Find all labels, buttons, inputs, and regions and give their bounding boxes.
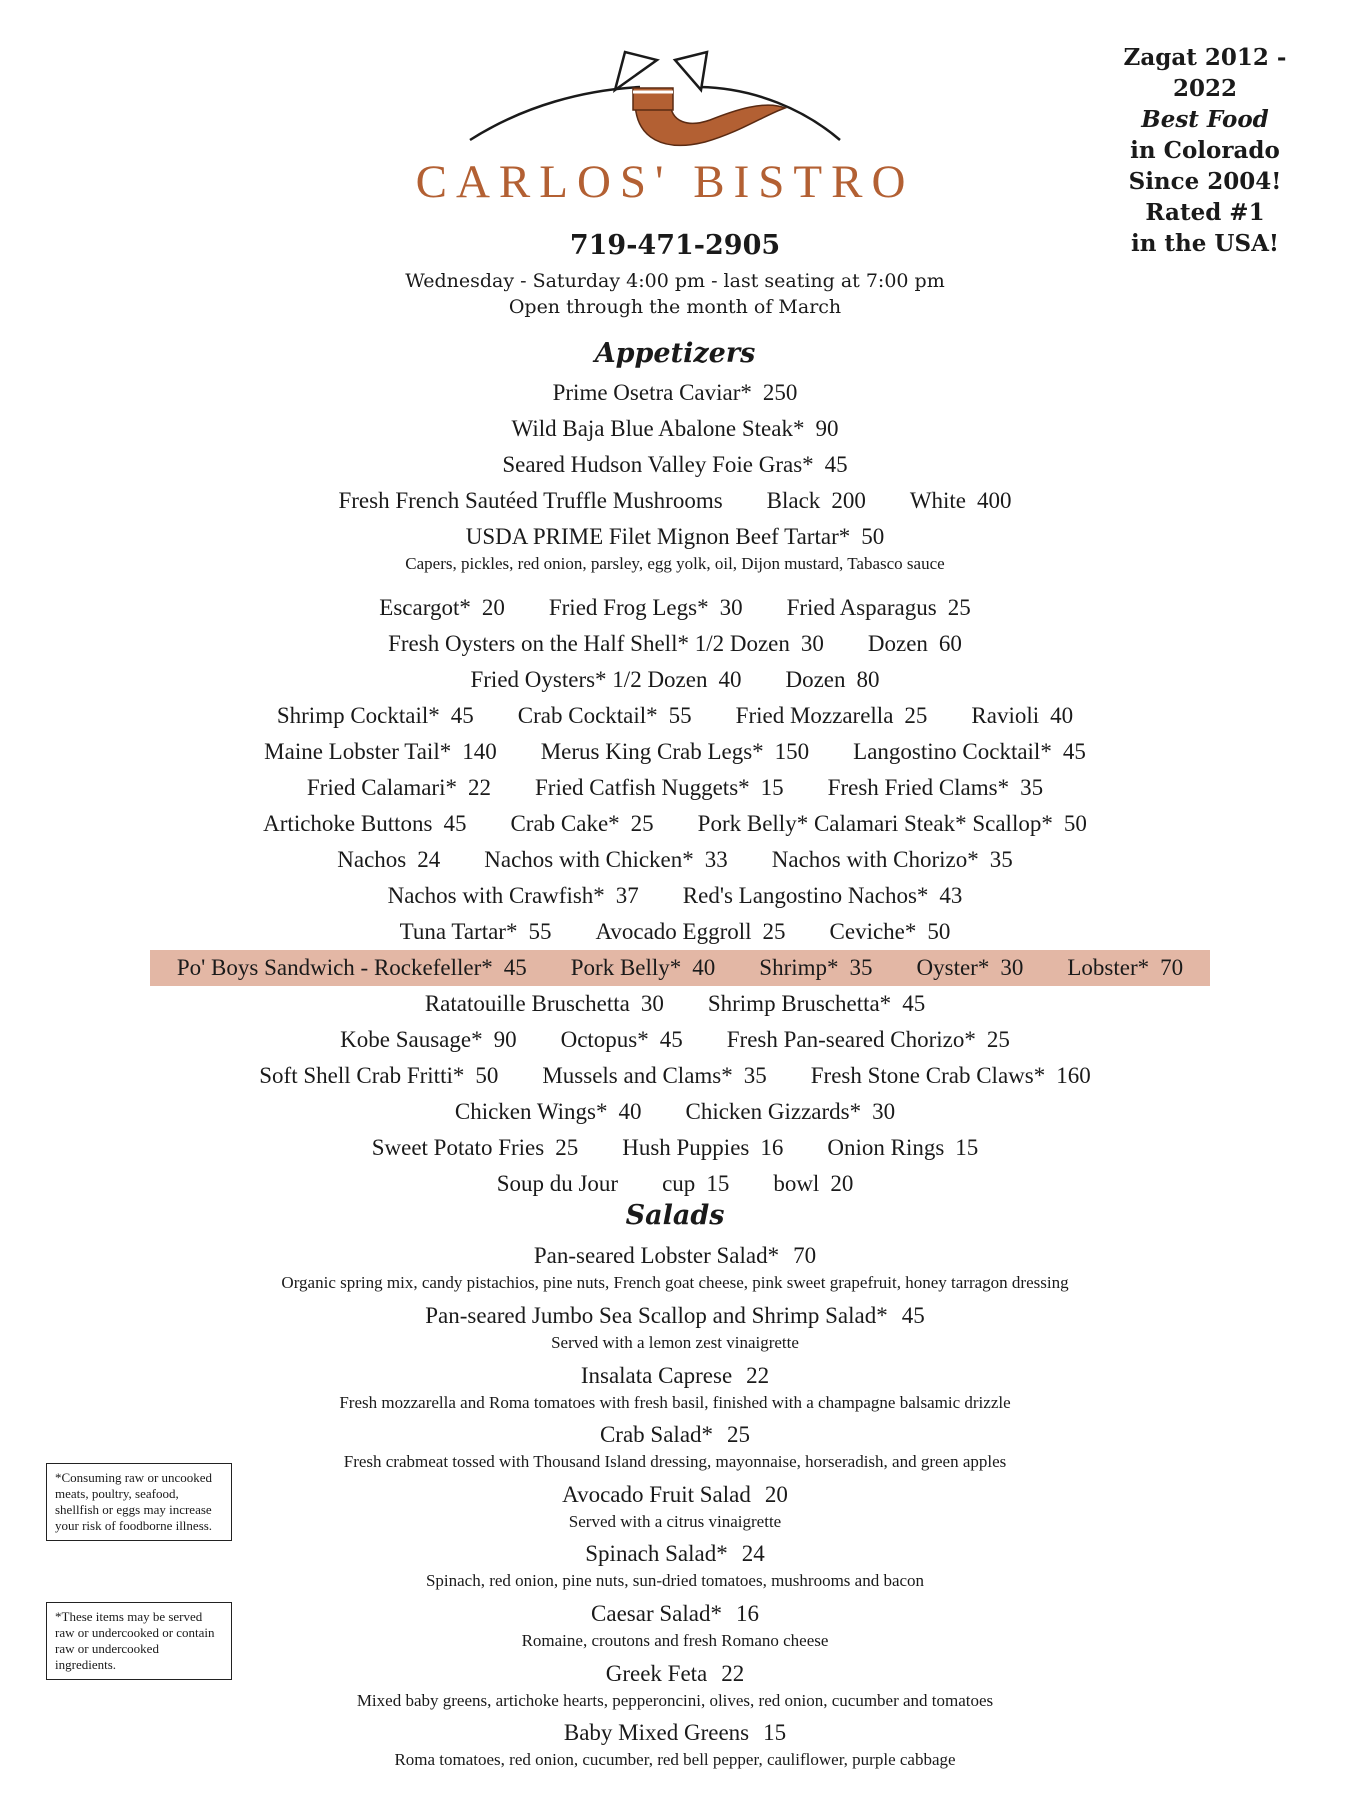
item-name: Nachos with Chorizo* bbox=[771, 847, 979, 872]
item-price: 60 bbox=[938, 631, 962, 656]
menu-item bbox=[917, 955, 1024, 981]
menu-item bbox=[277, 703, 474, 729]
menu-item bbox=[767, 488, 866, 514]
item-name: Pork Belly* Calamari Steak* Scallop* bbox=[697, 811, 1053, 836]
item-price: 55 bbox=[528, 919, 552, 944]
item-name: White bbox=[909, 488, 967, 513]
menu-item bbox=[425, 991, 664, 1017]
appetizer-row bbox=[140, 626, 1210, 662]
item-price: 45 bbox=[902, 991, 926, 1016]
item-price: 40 bbox=[618, 1099, 642, 1124]
item-price: 250 bbox=[762, 380, 798, 405]
item-name: Kobe Sausage* bbox=[340, 1027, 483, 1052]
salad-price: 16 bbox=[735, 1601, 759, 1626]
hours-info bbox=[150, 268, 1200, 320]
appetizer-row bbox=[140, 734, 1210, 770]
item-name: Oyster* bbox=[916, 955, 990, 980]
item-name: Onion Rings bbox=[827, 1135, 945, 1160]
menu-item bbox=[510, 811, 653, 837]
item-name: Prime Osetra Caviar* bbox=[552, 380, 752, 405]
item-price: 35 bbox=[849, 955, 873, 980]
menu-item bbox=[811, 1063, 1091, 1089]
menu-item bbox=[388, 631, 824, 657]
item-price: 50 bbox=[475, 1063, 499, 1088]
item-name: Fresh Oysters on the Half Shell* 1/2 Dozen bbox=[388, 631, 790, 656]
zagat-best-food: Best Food bbox=[1141, 106, 1269, 133]
item-name: Nachos with Crawfish* bbox=[387, 883, 605, 908]
item-price: 37 bbox=[615, 883, 639, 908]
item-price: 30 bbox=[800, 631, 824, 656]
tartar-description: Capers, pickles, red onion, parsley, egg yolk, oil, Dijon mustard, Tabasco sauce bbox=[405, 554, 945, 573]
menu-item bbox=[553, 380, 798, 406]
item-price: 15 bbox=[706, 1171, 730, 1196]
item-price: 20 bbox=[830, 1171, 854, 1196]
appetizer-row bbox=[140, 1130, 1210, 1166]
item-price: 90 bbox=[815, 416, 839, 441]
salad-item bbox=[140, 1601, 1210, 1627]
item-price: 35 bbox=[743, 1063, 767, 1088]
item-price: 55 bbox=[668, 703, 692, 728]
menu-item bbox=[340, 1027, 516, 1053]
menu-item bbox=[868, 631, 962, 657]
menu-item bbox=[773, 1171, 853, 1197]
salad-item bbox=[140, 1720, 1210, 1746]
appetizer-row bbox=[140, 483, 1210, 519]
menu-item bbox=[772, 847, 1013, 873]
salad-name: Insalata Caprese bbox=[580, 1363, 733, 1388]
menu-item bbox=[685, 1099, 895, 1125]
item-name: Seared Hudson Valley Foie Gras* bbox=[502, 452, 814, 477]
salad-item bbox=[140, 1541, 1210, 1567]
item-name: Crab Cake* bbox=[510, 811, 620, 836]
menu-item bbox=[698, 811, 1087, 837]
menu-item bbox=[853, 739, 1086, 765]
item-name: Pork Belly* bbox=[570, 955, 682, 980]
appetizer-row bbox=[140, 411, 1210, 447]
salad-description: Organic spring mix, candy pistachios, pine nuts, French goat cheese, pink sweet grapefruit, honey tarragon dressing bbox=[281, 1273, 1069, 1292]
item-name: Dozen bbox=[785, 667, 846, 692]
item-name: Crab Cocktail* bbox=[517, 703, 658, 728]
item-name: Po' Boys Sandwich - Rockefeller* bbox=[176, 955, 493, 980]
menu-item bbox=[400, 919, 552, 945]
item-name: Chicken Wings* bbox=[454, 1099, 608, 1124]
season-line: Open through the month of March bbox=[508, 296, 842, 318]
item-name: USDA PRIME Filet Mignon Beef Tartar* bbox=[465, 524, 851, 549]
salad-name: Pan-seared Lobster Salad* bbox=[533, 1243, 780, 1268]
item-price: 35 bbox=[1020, 775, 1044, 800]
item-name: Fried Calamari* bbox=[306, 775, 457, 800]
salad-description: Served with a citrus vinaigrette bbox=[568, 1512, 782, 1531]
salad-description: Romaine, croutons and fresh Romano cheese bbox=[521, 1631, 829, 1650]
menu-item bbox=[259, 1063, 498, 1089]
item-name: Tuna Tartar* bbox=[399, 919, 518, 944]
salad-name: Avocado Fruit Salad bbox=[562, 1482, 751, 1507]
item-name: Sweet Potato Fries bbox=[371, 1135, 545, 1160]
item-price: 45 bbox=[450, 703, 474, 728]
salad-name: Baby Mixed Greens bbox=[563, 1720, 750, 1745]
menu-item bbox=[787, 595, 971, 621]
item-name: Fried Oysters* 1/2 Dozen bbox=[470, 667, 708, 692]
item-price: 50 bbox=[861, 524, 885, 549]
menu-item bbox=[622, 1135, 783, 1161]
item-price: 45 bbox=[1062, 739, 1086, 764]
menu-item bbox=[484, 847, 728, 873]
menu-item bbox=[264, 739, 497, 765]
item-name: Shrimp Bruschetta* bbox=[707, 991, 892, 1016]
item-name: Fresh French Sautéed Truffle Mushrooms bbox=[338, 488, 723, 513]
zagat-award bbox=[1105, 42, 1305, 259]
item-price: 16 bbox=[760, 1135, 784, 1160]
item-name: Shrimp Cocktail* bbox=[276, 703, 440, 728]
item-price: 25 bbox=[986, 1027, 1010, 1052]
salad-description: Fresh crabmeat tossed with Thousand Island dressing, mayonnaise, horseradish, and green apples bbox=[343, 1452, 1007, 1471]
item-name: Fried Asparagus bbox=[786, 595, 937, 620]
item-price: 30 bbox=[1000, 955, 1024, 980]
item-name: Maine Lobster Tail* bbox=[264, 739, 452, 764]
item-price: 80 bbox=[856, 667, 880, 692]
menu-item bbox=[542, 1063, 766, 1089]
po-boys-row bbox=[150, 950, 1210, 986]
item-name: Mussels and Clams* bbox=[542, 1063, 733, 1088]
item-price: 45 bbox=[824, 452, 848, 477]
zagat-country: in the USA! bbox=[1130, 230, 1280, 257]
item-price: 43 bbox=[939, 883, 963, 908]
zagat-since: Since 2004! bbox=[1128, 168, 1282, 195]
appetizer-row bbox=[140, 590, 1210, 626]
served-raw-notice: *These items may be served raw or undercooked or contain raw or undercooked ingredients. bbox=[46, 1602, 232, 1680]
item-price: 25 bbox=[947, 595, 971, 620]
salad-price: 25 bbox=[727, 1422, 751, 1447]
menu-item bbox=[830, 919, 951, 945]
item-price: 50 bbox=[1063, 811, 1087, 836]
menu-item bbox=[455, 1099, 642, 1125]
zagat-rated: Rated #1 bbox=[1145, 199, 1265, 226]
menu-item bbox=[338, 488, 722, 514]
salad-item bbox=[140, 1422, 1210, 1448]
item-name: Lobster* bbox=[1067, 955, 1150, 980]
item-price: 25 bbox=[555, 1135, 579, 1160]
appetizer-row bbox=[140, 770, 1210, 806]
hours-line: Wednesday - Saturday 4:00 pm - last seating at 7:00 pm bbox=[405, 270, 945, 292]
item-price: 25 bbox=[630, 811, 654, 836]
salad-item bbox=[140, 1661, 1210, 1687]
item-name: Fried Catfish Nuggets* bbox=[535, 775, 750, 800]
item-price: 140 bbox=[462, 739, 497, 764]
item-name: cup bbox=[662, 1171, 696, 1196]
item-price: 30 bbox=[640, 991, 664, 1016]
salad-description: Fresh mozzarella and Roma tomatoes with fresh basil, finished with a champagne balsamic drizzle bbox=[339, 1393, 1011, 1412]
salad-description: Roma tomatoes, red onion, cucumber, red bell pepper, cauliflower, purple cabbage bbox=[394, 1750, 956, 1769]
restaurant-name: CARLOS' BISTRO bbox=[415, 156, 915, 208]
item-name: Dozen bbox=[867, 631, 928, 656]
menu-item bbox=[379, 595, 505, 621]
item-name: Langostino Cocktail* bbox=[853, 739, 1052, 764]
raw-food-warning: *Consuming raw or uncooked meats, poultry, seafood, shellfish or eggs may increase your risk of foodborne illness. bbox=[46, 1463, 232, 1541]
item-name: Ravioli bbox=[971, 703, 1040, 728]
item-name: Hush Puppies bbox=[622, 1135, 750, 1160]
zagat-region: in Colorado bbox=[1130, 137, 1280, 164]
menu-item bbox=[595, 919, 785, 945]
menu-item bbox=[541, 739, 809, 765]
menu-item bbox=[512, 416, 839, 442]
menu-item bbox=[470, 667, 741, 693]
item-name: Soft Shell Crab Fritti* bbox=[259, 1063, 465, 1088]
item-price: 15 bbox=[955, 1135, 979, 1160]
item-price: 24 bbox=[417, 847, 441, 872]
appetizer-row bbox=[140, 1022, 1210, 1058]
menu-item bbox=[910, 488, 1012, 514]
item-name: Shrimp* bbox=[759, 955, 839, 980]
menu-item bbox=[683, 883, 963, 909]
salad-name: Crab Salad* bbox=[599, 1422, 714, 1447]
item-name: Octopus* bbox=[560, 1027, 649, 1052]
item-name: Fresh Fried Clams* bbox=[827, 775, 1010, 800]
menu-item bbox=[337, 847, 440, 873]
appetizer-row bbox=[140, 447, 1210, 483]
menu-item bbox=[759, 955, 872, 981]
item-name: Nachos bbox=[337, 847, 407, 872]
salad-price: 22 bbox=[721, 1661, 745, 1686]
menu-item bbox=[307, 775, 491, 801]
menu-item bbox=[518, 703, 692, 729]
item-price: 150 bbox=[774, 739, 810, 764]
item-name: Soup du Jour bbox=[496, 1171, 619, 1196]
menu-item bbox=[535, 775, 784, 801]
menu-item bbox=[727, 1027, 1010, 1053]
item-price: 30 bbox=[719, 595, 743, 620]
item-name: Ceviche* bbox=[829, 919, 917, 944]
item-name: Black bbox=[766, 488, 821, 513]
item-price: 25 bbox=[762, 919, 786, 944]
item-price: 160 bbox=[1056, 1063, 1091, 1088]
item-name: Fresh Stone Crab Claws* bbox=[810, 1063, 1046, 1088]
salad-price: 45 bbox=[901, 1303, 925, 1328]
appetizer-row bbox=[140, 662, 1210, 698]
menu-item bbox=[372, 1135, 579, 1161]
item-name: Artichoke Buttons bbox=[263, 811, 433, 836]
menu-item bbox=[662, 1171, 729, 1197]
item-name: Nachos with Chicken* bbox=[484, 847, 694, 872]
menu-item bbox=[736, 703, 928, 729]
salad-price: 15 bbox=[763, 1720, 787, 1745]
item-price: 40 bbox=[718, 667, 742, 692]
salad-name: Greek Feta bbox=[605, 1661, 708, 1686]
appetizer-row bbox=[140, 1094, 1210, 1130]
appetizers-heading: Appetizers bbox=[594, 338, 756, 369]
menu-item bbox=[708, 991, 925, 1017]
menu-item bbox=[466, 524, 884, 550]
item-price: 40 bbox=[692, 955, 716, 980]
item-name: Merus King Crab Legs* bbox=[540, 739, 764, 764]
appetizer-row bbox=[140, 806, 1210, 842]
item-price: 25 bbox=[904, 703, 928, 728]
appetizer-row bbox=[140, 842, 1210, 878]
item-name: Fresh Pan-seared Chorizo* bbox=[726, 1027, 976, 1052]
item-price: 70 bbox=[1160, 955, 1184, 980]
salad-item bbox=[140, 1363, 1210, 1389]
item-price: 33 bbox=[704, 847, 728, 872]
salad-price: 22 bbox=[746, 1363, 770, 1388]
menu-item bbox=[561, 1027, 683, 1053]
appetizer-row bbox=[140, 1166, 1210, 1202]
salad-price: 20 bbox=[764, 1482, 788, 1507]
appetizer-row bbox=[140, 986, 1210, 1022]
item-price: 90 bbox=[493, 1027, 517, 1052]
item-price: 35 bbox=[989, 847, 1013, 872]
salad-price: 70 bbox=[793, 1243, 817, 1268]
phone-number: 719-471-2905 bbox=[569, 230, 781, 261]
item-price: 400 bbox=[977, 488, 1012, 513]
appetizer-row bbox=[140, 698, 1210, 734]
menu-item bbox=[177, 955, 527, 981]
item-price: 22 bbox=[468, 775, 491, 800]
salad-description: Mixed baby greens, artichoke hearts, pepperoncini, olives, red onion, cucumber and tomatoes bbox=[356, 1691, 994, 1710]
menu-item bbox=[828, 775, 1043, 801]
item-price: 20 bbox=[481, 595, 505, 620]
menu-item bbox=[971, 703, 1073, 729]
item-price: 45 bbox=[659, 1027, 683, 1052]
salad-description: Served with a lemon zest vinaigrette bbox=[551, 1333, 799, 1352]
appetizer-row bbox=[140, 375, 1210, 411]
item-name: Fried Mozzarella bbox=[735, 703, 894, 728]
menu-item bbox=[1067, 955, 1183, 981]
item-name: Fried Frog Legs* bbox=[548, 595, 709, 620]
appetizer-row bbox=[140, 1058, 1210, 1094]
menu-item bbox=[502, 452, 847, 478]
salad-name: Spinach Salad* bbox=[585, 1541, 728, 1566]
item-price: 50 bbox=[927, 919, 951, 944]
item-name: Chicken Gizzards* bbox=[685, 1099, 862, 1124]
item-name: Red's Langostino Nachos* bbox=[682, 883, 929, 908]
salad-name: Pan-seared Jumbo Sea Scallop and Shrimp Salad* bbox=[425, 1303, 888, 1328]
appetizer-row bbox=[140, 878, 1210, 914]
item-price: 45 bbox=[503, 955, 527, 980]
item-name: Avocado Eggroll bbox=[595, 919, 752, 944]
item-price: 200 bbox=[831, 488, 866, 513]
salad-price: 24 bbox=[741, 1541, 765, 1566]
menu-item bbox=[549, 595, 743, 621]
item-name: bowl bbox=[773, 1171, 820, 1196]
appetizer-row bbox=[140, 914, 1210, 950]
appetizer-row bbox=[140, 519, 1210, 555]
item-name: Wild Baja Blue Abalone Steak* bbox=[511, 416, 805, 441]
item-price: 15 bbox=[760, 775, 784, 800]
salad-description: Spinach, red onion, pine nuts, sun-dried tomatoes, mushrooms and bacon bbox=[425, 1571, 925, 1590]
item-price: 30 bbox=[872, 1099, 896, 1124]
menu-item bbox=[571, 955, 716, 981]
item-price: 40 bbox=[1050, 703, 1074, 728]
zagat-years: Zagat 2012 - 2022 bbox=[1123, 44, 1287, 102]
item-price: 45 bbox=[443, 811, 467, 836]
menu-item bbox=[263, 811, 466, 837]
salad-item bbox=[140, 1243, 1210, 1269]
salad-item bbox=[140, 1482, 1210, 1508]
menu-item bbox=[785, 667, 879, 693]
item-name: Ratatouille Bruschetta bbox=[424, 991, 630, 1016]
menu-item bbox=[388, 883, 639, 909]
salad-item bbox=[140, 1303, 1210, 1329]
menu-item bbox=[827, 1135, 978, 1161]
item-name: Escargot* bbox=[379, 595, 471, 620]
salad-name: Caesar Salad* bbox=[591, 1601, 722, 1626]
menu-item bbox=[497, 1171, 618, 1197]
salads-heading: Salads bbox=[625, 1200, 725, 1231]
